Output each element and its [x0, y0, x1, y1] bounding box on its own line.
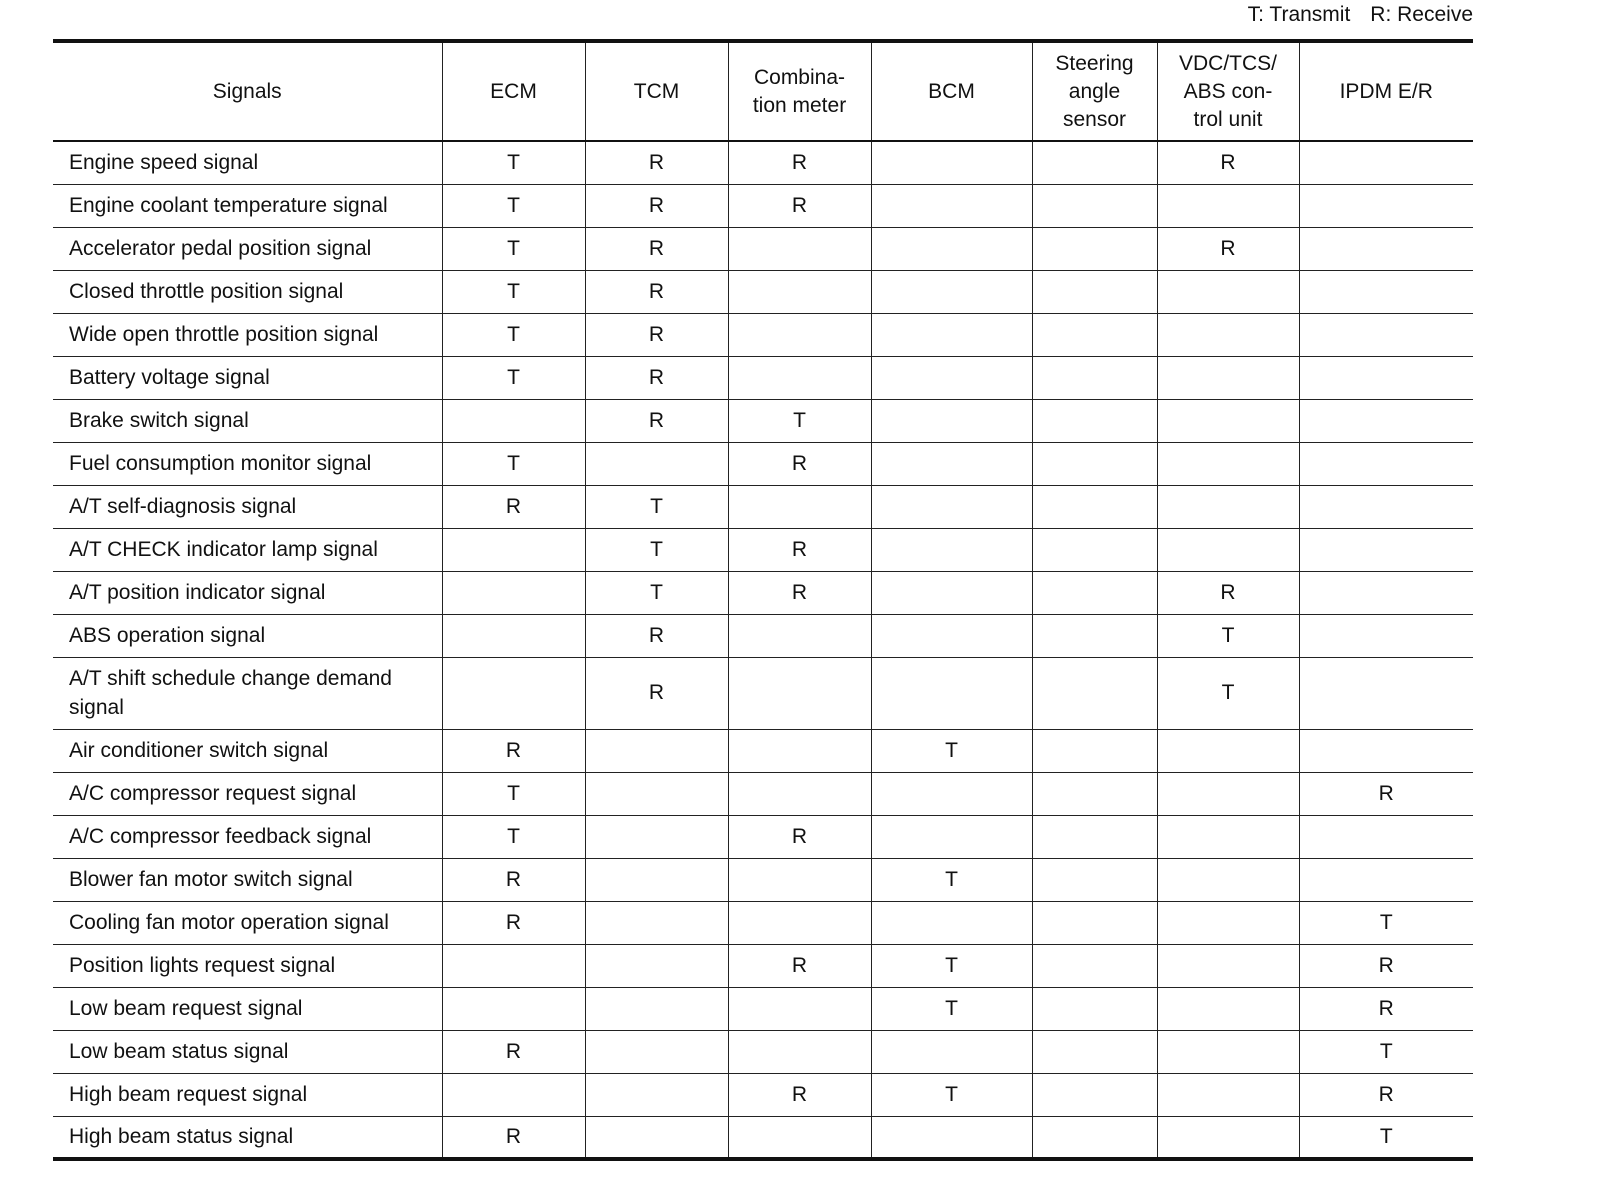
cell-steering-angle-sensor — [1032, 1030, 1157, 1073]
cell-steering-angle-sensor — [1032, 485, 1157, 528]
signal-name-cell: A/T CHECK indicator lamp signal — [53, 528, 442, 571]
cell-bcm — [871, 772, 1032, 815]
cell-bcm: T — [871, 858, 1032, 901]
cell-tcm: R — [585, 270, 728, 313]
header-vdc-tcs-abs — [1157, 41, 1299, 141]
cell-tcm — [585, 987, 728, 1030]
cell-tcm: T — [585, 528, 728, 571]
cell-ipdm-er — [1299, 442, 1473, 485]
table-row — [53, 1116, 1473, 1159]
cell-bcm — [871, 815, 1032, 858]
cell-ecm: R — [442, 729, 585, 772]
cell-ipdm-er — [1299, 399, 1473, 442]
cell-ecm — [442, 528, 585, 571]
signal-name-cell: Brake switch signal — [53, 399, 442, 442]
table-row — [53, 356, 1473, 399]
cell-ecm: T — [442, 442, 585, 485]
legend-transmit: T: Transmit — [1247, 3, 1351, 26]
cell-steering-angle-sensor — [1032, 729, 1157, 772]
header-bcm — [871, 41, 1032, 141]
cell-bcm — [871, 1030, 1032, 1073]
signal-name-cell: Wide open throttle position signal — [53, 313, 442, 356]
cell-steering-angle-sensor — [1032, 987, 1157, 1030]
cell-bcm — [871, 356, 1032, 399]
cell-ipdm-er: R — [1299, 987, 1473, 1030]
cell-bcm — [871, 571, 1032, 614]
cell-combination-meter — [728, 270, 871, 313]
cell-steering-angle-sensor — [1032, 772, 1157, 815]
cell-ecm: T — [442, 772, 585, 815]
cell-ipdm-er — [1299, 815, 1473, 858]
cell-combination-meter: T — [728, 399, 871, 442]
cell-steering-angle-sensor — [1032, 270, 1157, 313]
cell-tcm: R — [585, 657, 728, 729]
cell-ipdm-er — [1299, 571, 1473, 614]
cell-combination-meter: R — [728, 141, 871, 184]
cell-vdc-tcs-abs: R — [1157, 141, 1299, 184]
cell-steering-angle-sensor — [1032, 399, 1157, 442]
cell-ipdm-er — [1299, 485, 1473, 528]
signal-name-cell: Battery voltage signal — [53, 356, 442, 399]
cell-tcm — [585, 815, 728, 858]
cell-vdc-tcs-abs — [1157, 901, 1299, 944]
cell-tcm: R — [585, 313, 728, 356]
cell-ipdm-er: T — [1299, 1116, 1473, 1159]
cell-ecm: R — [442, 485, 585, 528]
cell-ecm — [442, 1073, 585, 1116]
cell-combination-meter: R — [728, 815, 871, 858]
cell-steering-angle-sensor — [1032, 1116, 1157, 1159]
table-row — [53, 901, 1473, 944]
header-signals — [53, 41, 442, 141]
cell-vdc-tcs-abs — [1157, 1073, 1299, 1116]
cell-ipdm-er: T — [1299, 901, 1473, 944]
table-row — [53, 944, 1473, 987]
cell-tcm — [585, 772, 728, 815]
cell-ipdm-er: R — [1299, 944, 1473, 987]
cell-ecm: R — [442, 1116, 585, 1159]
signal-table — [53, 39, 1473, 1161]
header-label: TCM — [633, 79, 680, 103]
table-row — [53, 858, 1473, 901]
cell-tcm — [585, 729, 728, 772]
cell-steering-angle-sensor — [1032, 313, 1157, 356]
cell-combination-meter: R — [728, 528, 871, 571]
table-row — [53, 1073, 1473, 1116]
cell-ipdm-er — [1299, 528, 1473, 571]
cell-ecm — [442, 657, 585, 729]
cell-ecm: R — [442, 1030, 585, 1073]
table-row — [53, 657, 1473, 729]
cell-tcm — [585, 1073, 728, 1116]
cell-bcm — [871, 313, 1032, 356]
legend-receive: R: Receive — [1370, 3, 1473, 26]
cell-vdc-tcs-abs — [1157, 270, 1299, 313]
cell-ecm: T — [442, 815, 585, 858]
table-header-row — [53, 41, 1473, 141]
cell-vdc-tcs-abs — [1157, 1030, 1299, 1073]
cell-vdc-tcs-abs — [1157, 858, 1299, 901]
cell-ecm: T — [442, 356, 585, 399]
signal-name-cell: A/C compressor request signal — [53, 772, 442, 815]
cell-bcm — [871, 270, 1032, 313]
table-row — [53, 571, 1473, 614]
cell-ecm: T — [442, 227, 585, 270]
table-row — [53, 729, 1473, 772]
cell-tcm — [585, 1116, 728, 1159]
cell-steering-angle-sensor — [1032, 571, 1157, 614]
cell-ipdm-er — [1299, 227, 1473, 270]
cell-steering-angle-sensor — [1032, 442, 1157, 485]
table-row — [53, 1030, 1473, 1073]
cell-bcm: T — [871, 1073, 1032, 1116]
header-label: Steering angle sensor — [1055, 51, 1134, 131]
cell-tcm: T — [585, 571, 728, 614]
signal-name-cell: Cooling fan motor operation signal — [53, 901, 442, 944]
table-row — [53, 442, 1473, 485]
cell-ecm — [442, 399, 585, 442]
header-label: Signals — [212, 79, 282, 103]
cell-bcm — [871, 184, 1032, 227]
signal-name-cell: A/T shift schedule change demand signal — [53, 657, 442, 729]
signal-name-cell: High beam status signal — [53, 1116, 442, 1159]
cell-bcm — [871, 141, 1032, 184]
cell-bcm — [871, 485, 1032, 528]
cell-bcm — [871, 442, 1032, 485]
cell-bcm — [871, 399, 1032, 442]
cell-bcm — [871, 614, 1032, 657]
cell-tcm: T — [585, 485, 728, 528]
cell-ecm: T — [442, 270, 585, 313]
header-label: BCM — [928, 79, 975, 103]
cell-steering-angle-sensor — [1032, 614, 1157, 657]
table-row — [53, 184, 1473, 227]
cell-ipdm-er — [1299, 657, 1473, 729]
table-row — [53, 399, 1473, 442]
cell-combination-meter — [728, 1116, 871, 1159]
cell-ipdm-er — [1299, 141, 1473, 184]
cell-tcm — [585, 944, 728, 987]
cell-ipdm-er — [1299, 614, 1473, 657]
cell-ipdm-er — [1299, 858, 1473, 901]
cell-vdc-tcs-abs — [1157, 944, 1299, 987]
cell-ecm — [442, 944, 585, 987]
cell-combination-meter — [728, 901, 871, 944]
signal-name-cell: A/T position indicator signal — [53, 571, 442, 614]
signal-name-cell: Engine coolant temperature signal — [53, 184, 442, 227]
cell-combination-meter — [728, 313, 871, 356]
cell-combination-meter — [728, 1030, 871, 1073]
signal-name-cell: Closed throttle position signal — [53, 270, 442, 313]
table-body — [53, 141, 1473, 1159]
legend — [1120, 3, 1473, 27]
cell-combination-meter — [728, 987, 871, 1030]
header-label: Combina- tion meter — [752, 65, 847, 117]
cell-vdc-tcs-abs — [1157, 729, 1299, 772]
cell-bcm: T — [871, 729, 1032, 772]
cell-combination-meter — [728, 227, 871, 270]
signal-name-cell: Low beam status signal — [53, 1030, 442, 1073]
cell-vdc-tcs-abs: R — [1157, 227, 1299, 270]
signal-name-cell: A/T self-diagnosis signal — [53, 485, 442, 528]
cell-ipdm-er — [1299, 729, 1473, 772]
cell-combination-meter — [728, 729, 871, 772]
cell-bcm — [871, 657, 1032, 729]
cell-ecm — [442, 571, 585, 614]
cell-combination-meter: R — [728, 571, 871, 614]
cell-bcm — [871, 528, 1032, 571]
cell-steering-angle-sensor — [1032, 858, 1157, 901]
signal-name-cell: Position lights request signal — [53, 944, 442, 987]
cell-bcm: T — [871, 944, 1032, 987]
cell-vdc-tcs-abs — [1157, 772, 1299, 815]
cell-combination-meter: R — [728, 184, 871, 227]
signal-name-cell: Fuel consumption monitor signal — [53, 442, 442, 485]
cell-ipdm-er — [1299, 270, 1473, 313]
cell-ecm: R — [442, 901, 585, 944]
table-row — [53, 614, 1473, 657]
cell-steering-angle-sensor — [1032, 657, 1157, 729]
table-row — [53, 772, 1473, 815]
header-ecm — [442, 41, 585, 141]
cell-combination-meter — [728, 858, 871, 901]
cell-tcm — [585, 1030, 728, 1073]
cell-vdc-tcs-abs — [1157, 1116, 1299, 1159]
cell-steering-angle-sensor — [1032, 528, 1157, 571]
header-label: ECM — [490, 79, 537, 103]
cell-combination-meter — [728, 356, 871, 399]
header-tcm — [585, 41, 728, 141]
cell-tcm: R — [585, 227, 728, 270]
cell-ipdm-er — [1299, 356, 1473, 399]
cell-steering-angle-sensor — [1032, 944, 1157, 987]
cell-combination-meter: R — [728, 1073, 871, 1116]
table-row — [53, 313, 1473, 356]
table-row — [53, 141, 1473, 184]
signal-name-cell: Accelerator pedal position signal — [53, 227, 442, 270]
cell-ecm: R — [442, 858, 585, 901]
cell-combination-meter — [728, 485, 871, 528]
header-steering-angle-sensor — [1032, 41, 1157, 141]
signal-name-cell: High beam request signal — [53, 1073, 442, 1116]
cell-vdc-tcs-abs — [1157, 987, 1299, 1030]
table-row — [53, 528, 1473, 571]
cell-ecm: T — [442, 313, 585, 356]
table-row — [53, 227, 1473, 270]
cell-ipdm-er: R — [1299, 1073, 1473, 1116]
cell-vdc-tcs-abs — [1157, 356, 1299, 399]
cell-vdc-tcs-abs: T — [1157, 614, 1299, 657]
table-row — [53, 987, 1473, 1030]
cell-tcm: R — [585, 141, 728, 184]
cell-steering-angle-sensor — [1032, 184, 1157, 227]
cell-combination-meter — [728, 772, 871, 815]
cell-steering-angle-sensor — [1032, 815, 1157, 858]
cell-vdc-tcs-abs: R — [1157, 571, 1299, 614]
signal-name-cell: Air conditioner switch signal — [53, 729, 442, 772]
signal-name-cell: A/C compressor feedback signal — [53, 815, 442, 858]
cell-combination-meter — [728, 657, 871, 729]
cell-steering-angle-sensor — [1032, 1073, 1157, 1116]
cell-ecm — [442, 614, 585, 657]
cell-steering-angle-sensor — [1032, 901, 1157, 944]
cell-bcm — [871, 227, 1032, 270]
cell-ecm: T — [442, 184, 585, 227]
cell-bcm: T — [871, 987, 1032, 1030]
cell-vdc-tcs-abs — [1157, 399, 1299, 442]
cell-steering-angle-sensor — [1032, 141, 1157, 184]
cell-vdc-tcs-abs — [1157, 528, 1299, 571]
cell-ipdm-er — [1299, 184, 1473, 227]
cell-ecm — [442, 987, 585, 1030]
header-ipdm-er — [1299, 41, 1473, 141]
header-label: IPDM E/R — [1339, 79, 1433, 103]
cell-vdc-tcs-abs — [1157, 313, 1299, 356]
cell-vdc-tcs-abs — [1157, 485, 1299, 528]
cell-tcm: R — [585, 399, 728, 442]
cell-tcm: R — [585, 184, 728, 227]
cell-vdc-tcs-abs: T — [1157, 657, 1299, 729]
cell-tcm: R — [585, 614, 728, 657]
table-row — [53, 270, 1473, 313]
cell-tcm — [585, 858, 728, 901]
cell-tcm — [585, 901, 728, 944]
signal-name-cell: ABS operation signal — [53, 614, 442, 657]
cell-tcm: R — [585, 356, 728, 399]
cell-steering-angle-sensor — [1032, 356, 1157, 399]
cell-vdc-tcs-abs — [1157, 815, 1299, 858]
cell-ipdm-er: R — [1299, 772, 1473, 815]
cell-steering-angle-sensor — [1032, 227, 1157, 270]
cell-bcm — [871, 901, 1032, 944]
cell-ecm: T — [442, 141, 585, 184]
cell-ipdm-er — [1299, 313, 1473, 356]
table-row — [53, 485, 1473, 528]
cell-combination-meter — [728, 614, 871, 657]
signal-name-cell: Engine speed signal — [53, 141, 442, 184]
header-label: VDC/TCS/ ABS con- trol unit — [1178, 51, 1277, 131]
cell-ipdm-er: T — [1299, 1030, 1473, 1073]
cell-combination-meter: R — [728, 442, 871, 485]
cell-vdc-tcs-abs — [1157, 442, 1299, 485]
header-combination-meter — [728, 41, 871, 141]
cell-combination-meter: R — [728, 944, 871, 987]
signal-name-cell: Blower fan motor switch signal — [53, 858, 442, 901]
cell-bcm — [871, 1116, 1032, 1159]
signal-name-cell: Low beam request signal — [53, 987, 442, 1030]
cell-vdc-tcs-abs — [1157, 184, 1299, 227]
table-row — [53, 815, 1473, 858]
cell-tcm — [585, 442, 728, 485]
